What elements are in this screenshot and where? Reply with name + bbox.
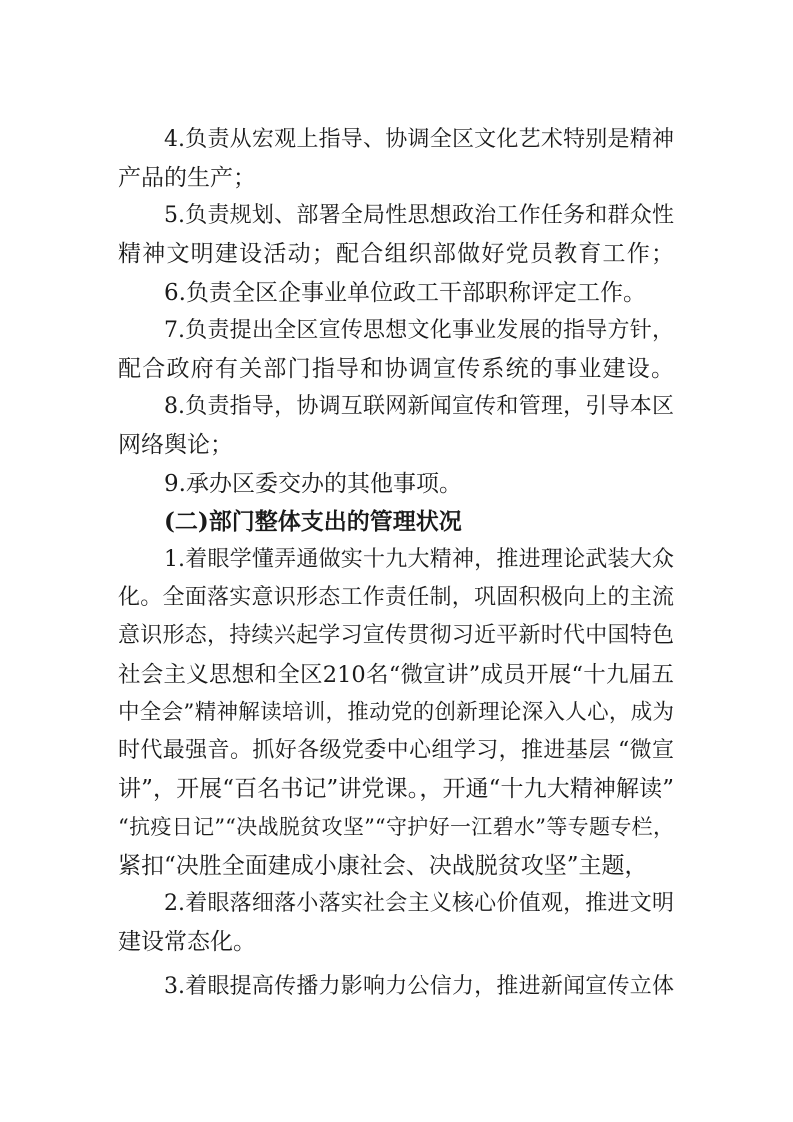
text-line: 社会主义思想和全区210名“微宣讲”成员开展“十九届五 <box>118 662 674 688</box>
text-line: 网络舆论； <box>118 432 233 458</box>
text-line: 中全会”精神解读培训，推动党的创新理论深入人心，成为 <box>118 700 674 725</box>
text-line: 1.着眼学懂弄通做实十九大精神，推进理论武装大众 <box>164 547 674 572</box>
text-line: 4.负责从宏观上指导、协调全区文化艺术特别是精神 <box>164 127 674 152</box>
text-line: “抗疫日记”“决战脱贫攻坚”“守护好一江碧水”等专题专栏， <box>118 815 674 839</box>
text-line: 建设常态化。 <box>118 929 256 955</box>
text-line: 精神文明建设活动；配合组织部做好党员教育工作； <box>118 241 674 267</box>
text-line: 6.负责全区企事业单位政工干部职称评定工作。 <box>164 280 646 306</box>
text-line: 化。全面落实意识形态工作责任制，巩固积极向上的主流 <box>118 585 674 610</box>
text-line: 3.着眼提高传播力影响力公信力，推进新闻宣传立体 <box>164 974 674 999</box>
text-line: 9.承办区委交办的其他事项。 <box>164 471 462 497</box>
text-line: 配合政府有关部门指导和协调宣传系统的事业建设。 <box>118 356 674 382</box>
text-line: 紧扣“决胜全面建成小康社会、决战脱贫攻坚”主题， <box>118 853 648 879</box>
text-line: 产品的生产； <box>118 165 256 191</box>
text-line: 意识形态，持续兴起学习宣传贯彻习近平新时代中国特色 <box>118 623 674 648</box>
text-line: 讲”，开展“百名书记”讲党课。，开通“十九大精神解读” <box>118 776 674 802</box>
text-line: 7.负责提出全区宣传思想文化事业发展的指导方针， <box>164 318 674 343</box>
section-heading: (二)部门整体支出的管理状况 <box>164 508 462 535</box>
text-line: 5.负责规划、部署全局性思想政治工作任务和群众性 <box>164 203 674 228</box>
text-line: 8.负责指导，协调互联网新闻宣传和管理，引导本区 <box>164 394 674 419</box>
text-line: 2.着眼落细落小落实社会主义核心价值观，推进文明 <box>164 891 674 916</box>
text-line: 时代最强音。抓好各级党委中心组学习，推进基层 “微宣 <box>118 738 674 763</box>
